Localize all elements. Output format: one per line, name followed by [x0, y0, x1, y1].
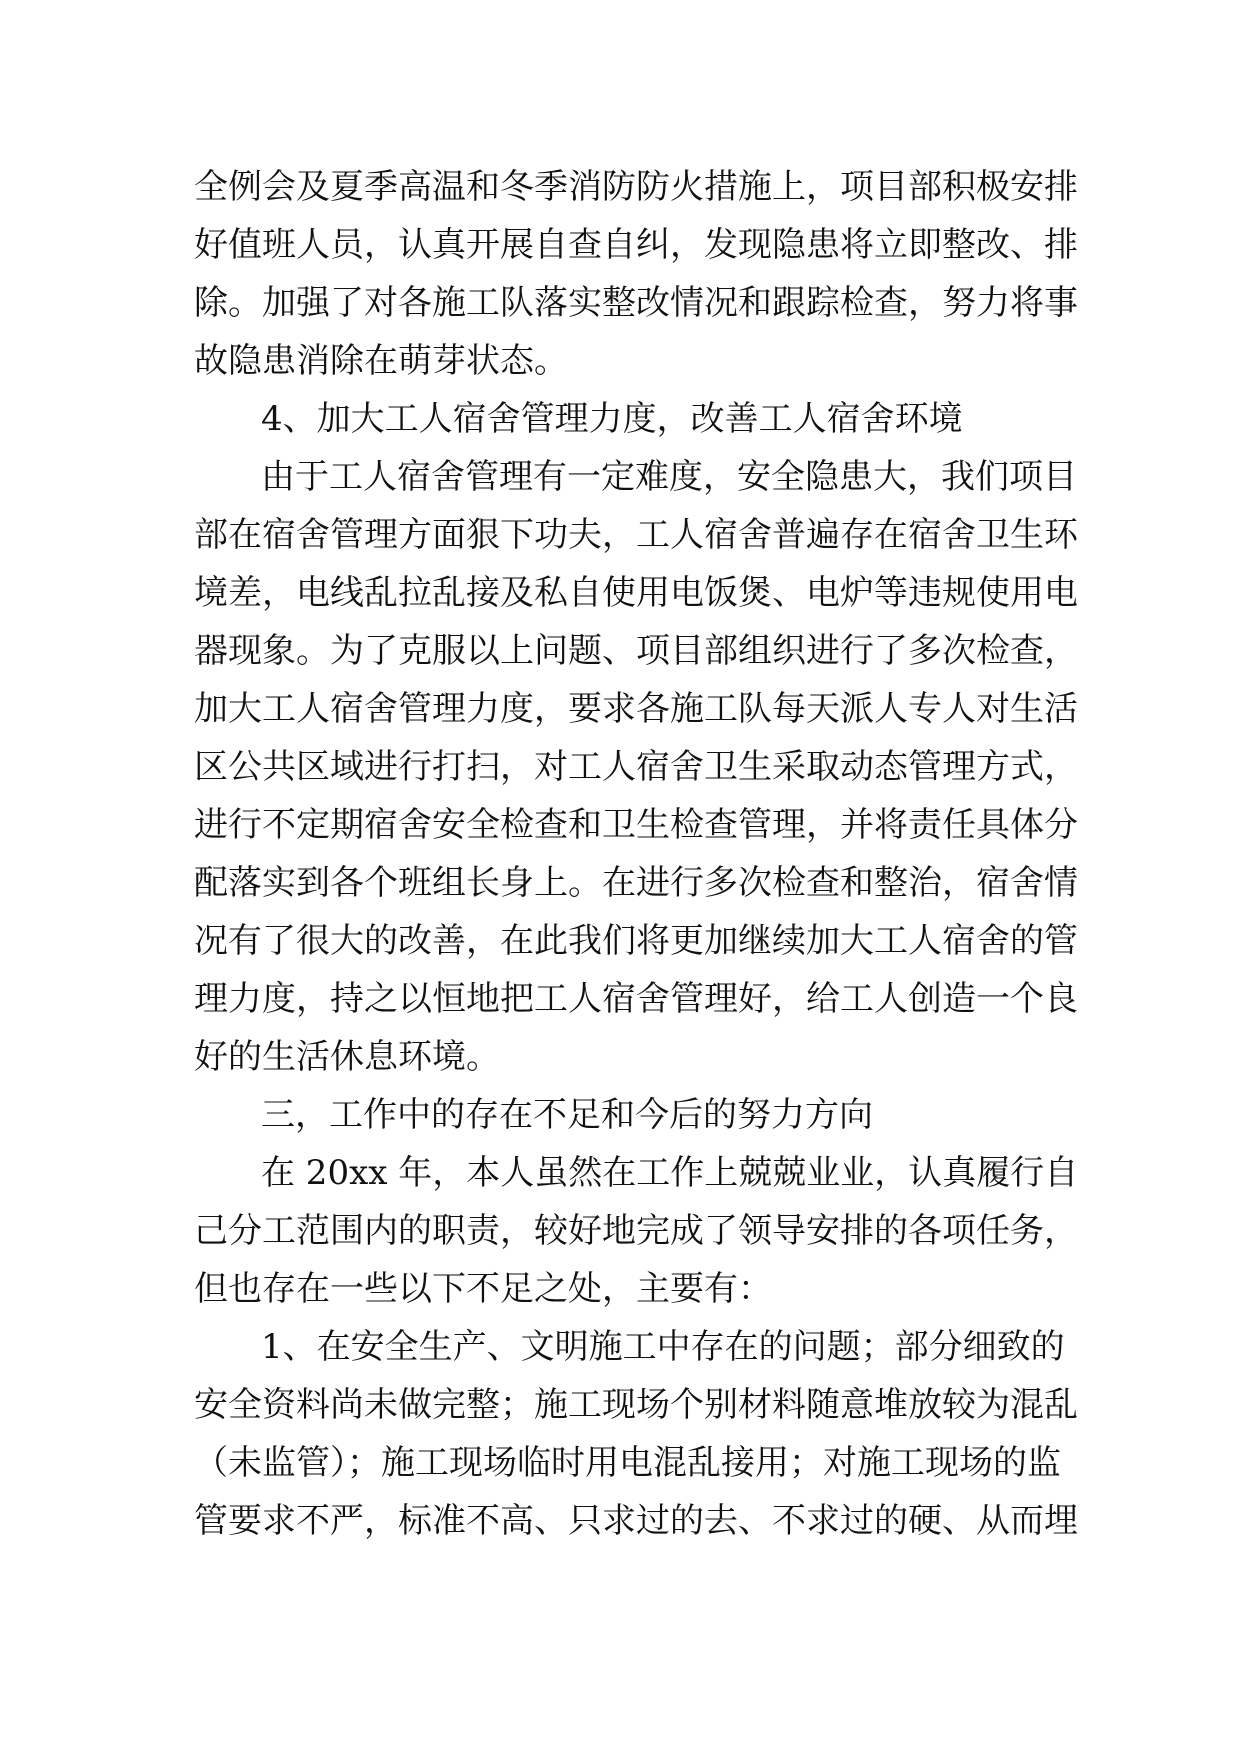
text-line: 安全资料尚未做完整；施工现场个别材料随意堆放较为混乱 [194, 1385, 1078, 1425]
text-line: 进行不定期宿舍安全检查和卫生检查管理，并将责任具体分 [194, 805, 1078, 845]
text-line: 区公共区域进行打扫，对工人宿舍卫生采取动态管理方式， [194, 747, 1078, 787]
section-heading: 4、加大工人宿舍管理力度，改善工人宿舍环境 [261, 399, 963, 439]
text-line: 管要求不严，标准不高、只求过的去、不求过的硬、从而埋 [194, 1501, 1078, 1541]
document-body [194, 158, 1079, 1550]
text-line: 故隐患消除在萌芽状态。 [194, 341, 568, 381]
text-line: 全例会及夏季高温和冬季消防防火措施上，项目部积极安排 [194, 167, 1078, 207]
text-line: 器现象。为了克服以上问题、项目部组织进行了多次检查， [194, 631, 1078, 671]
text-line: 在 20xx 年，本人虽然在工作上兢兢业业，认真履行自 [261, 1153, 1079, 1193]
text-line: 加大工人宿舍管理力度，要求各施工队每天派人专人对生活 [194, 689, 1078, 729]
text-line: 但也存在一些以下不足之处，主要有： [194, 1269, 772, 1309]
text-line: 况有了很大的改善，在此我们将更加继续加大工人宿舍的管 [194, 921, 1078, 961]
text-line: 好的生活休息环境。 [194, 1037, 500, 1077]
text-line: 境差，电线乱拉乱接及私自使用电饭煲、电炉等违规使用电 [194, 573, 1078, 613]
text-line: 除。加强了对各施工队落实整改情况和跟踪检查，努力将事 [194, 283, 1078, 323]
text-line: 配落实到各个班组长身上。在进行多次检查和整治，宿舍情 [194, 863, 1078, 903]
text-line: 理力度，持之以恒地把工人宿舍管理好，给工人创造一个良 [194, 979, 1078, 1019]
text-line: （未监管）；施工现场临时用电混乱接用；对施工现场的监 [194, 1443, 1061, 1483]
text-line: 好值班人员，认真开展自查自纠，发现隐患将立即整改、排 [194, 225, 1078, 265]
section-heading: 三，工作中的存在不足和今后的努力方向 [261, 1095, 873, 1135]
text-line: 由于工人宿舍管理有一定难度，安全隐患大，我们项目 [261, 457, 1077, 497]
text-line: 部在宿舍管理方面狠下功夫，工人宿舍普遍存在宿舍卫生环 [194, 515, 1078, 555]
text-line: 1、在安全生产、文明施工中存在的问题；部分细致的 [261, 1327, 1065, 1367]
text-line: 己分工范围内的职责，较好地完成了领导安排的各项任务， [194, 1211, 1078, 1251]
